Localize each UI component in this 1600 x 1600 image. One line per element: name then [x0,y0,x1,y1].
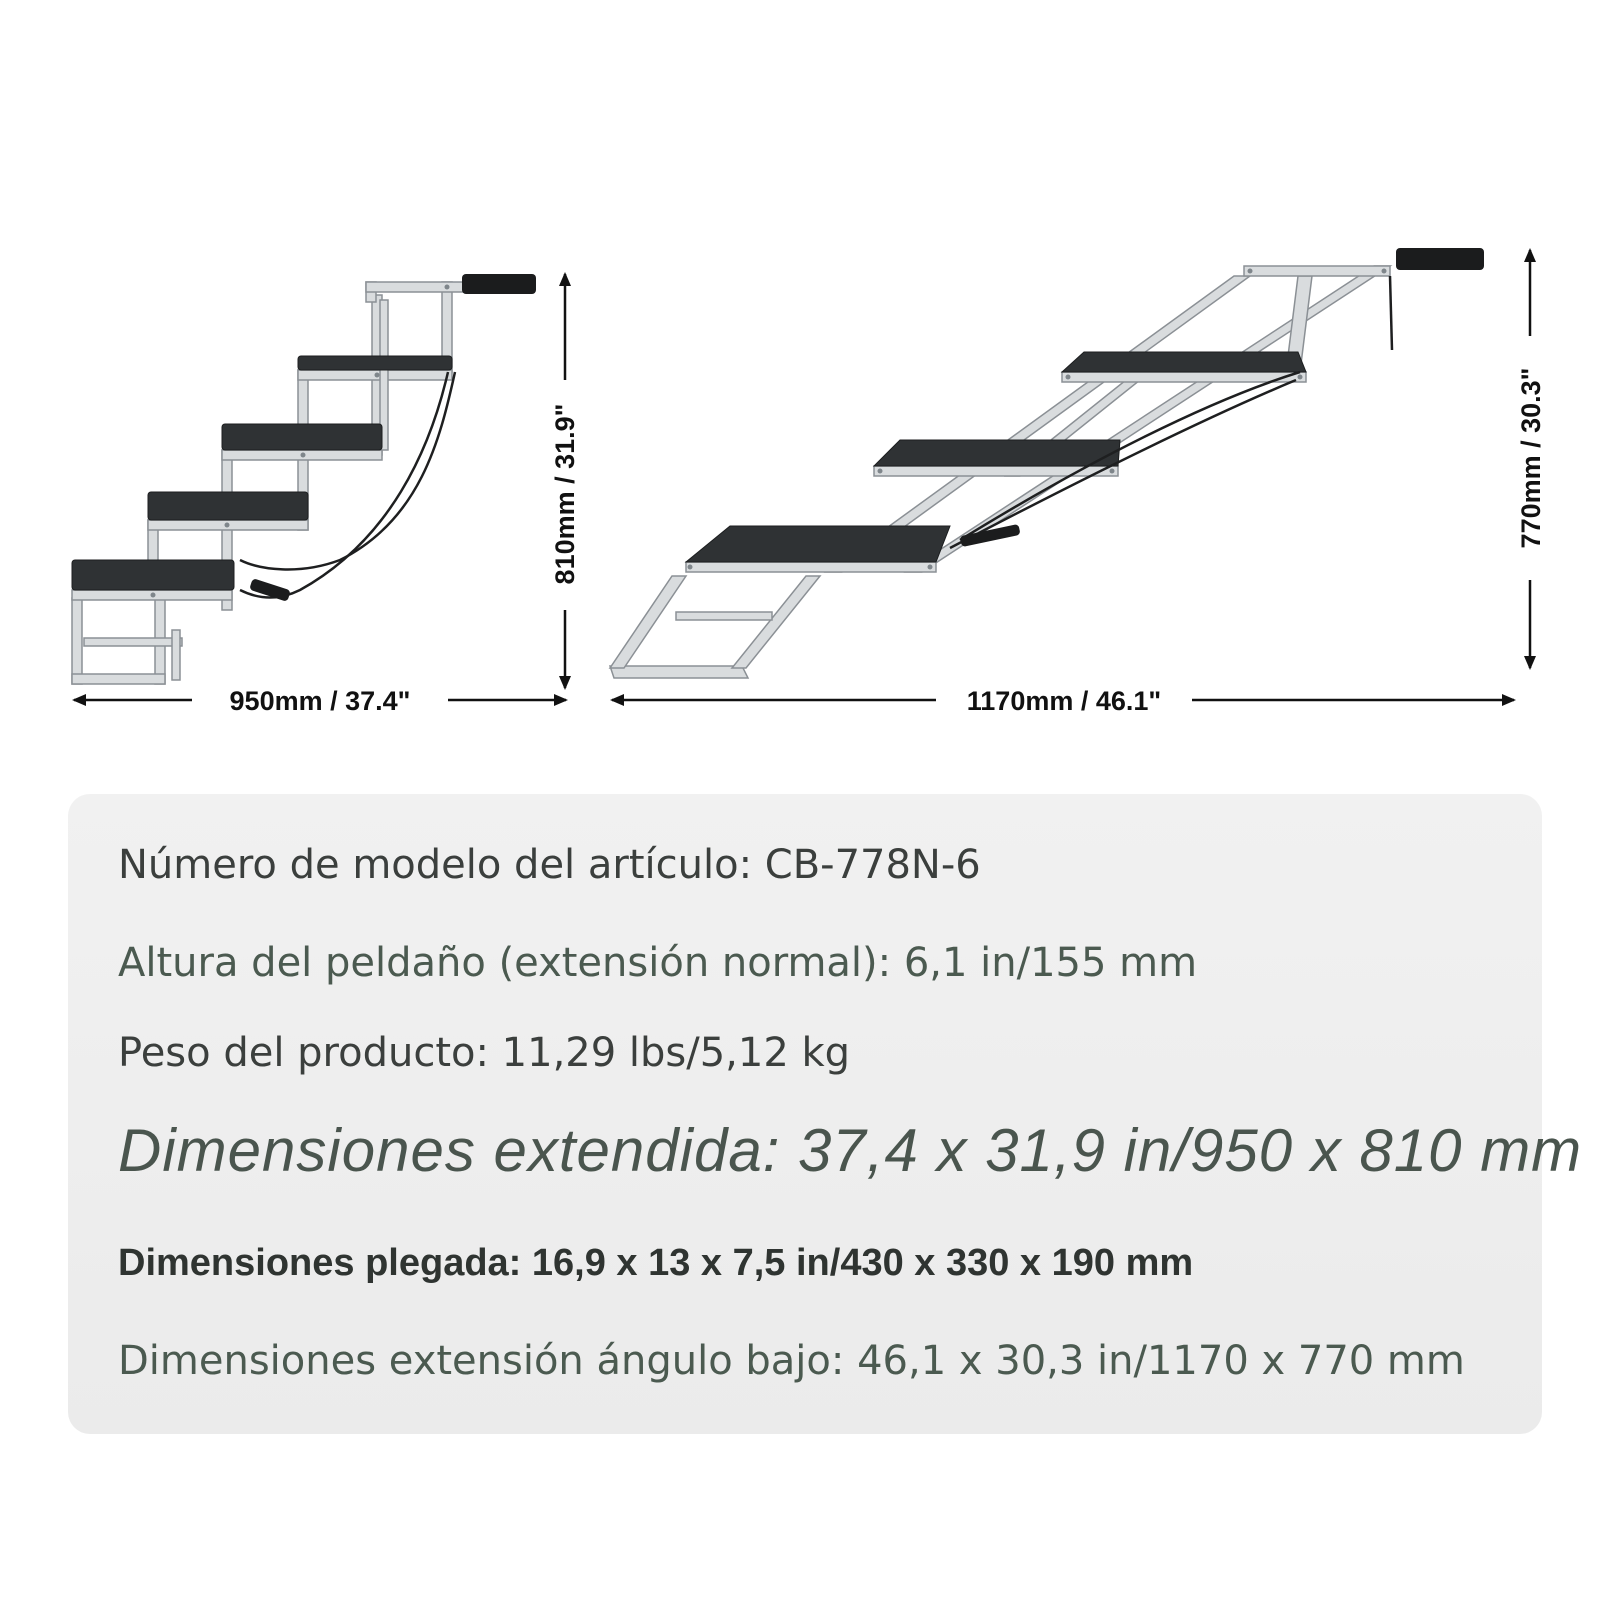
stairs-width-label: 950mm / 37.4" [229,686,411,716]
stairs-width-dimension [72,686,568,716]
product-diagram [0,0,1600,760]
ramp-height-label: 770mm / 30.3" [1516,367,1546,549]
stairs-illustration [72,274,536,684]
stairs-height-label: 810mm / 31.9" [550,403,580,585]
spec-panel [68,794,1583,1434]
spec-step-height: Altura del peldaño (extensión normal): 6,1 in/155 mm [118,940,1198,986]
stairs-height-dimension [550,272,580,690]
ramp-width-dimension [610,686,1516,716]
spec-folded-dimensions: Dimensiones plegada: 16,9 x 13 x 7,5 in/430 x 330 x 190 mm [118,1242,1194,1284]
spec-model-number: Número de modelo del artículo: CB-778N-6 [118,842,981,888]
ramp-illustration [610,248,1484,678]
spec-low-angle-dimensions: Dimensiones extensión ángulo bajo: 46,1 x 30,3 in/1170 x 770 mm [118,1338,1465,1384]
ramp-height-dimension [1516,248,1546,670]
ramp-width-label: 1170mm / 46.1" [966,686,1162,716]
spec-extended-dimensions: Dimensiones extendida: 37,4 x 31,9 in/950 x 810 mm [118,1117,1583,1184]
spec-product-weight: Peso del producto: 11,29 lbs/5,12 kg [118,1030,851,1076]
